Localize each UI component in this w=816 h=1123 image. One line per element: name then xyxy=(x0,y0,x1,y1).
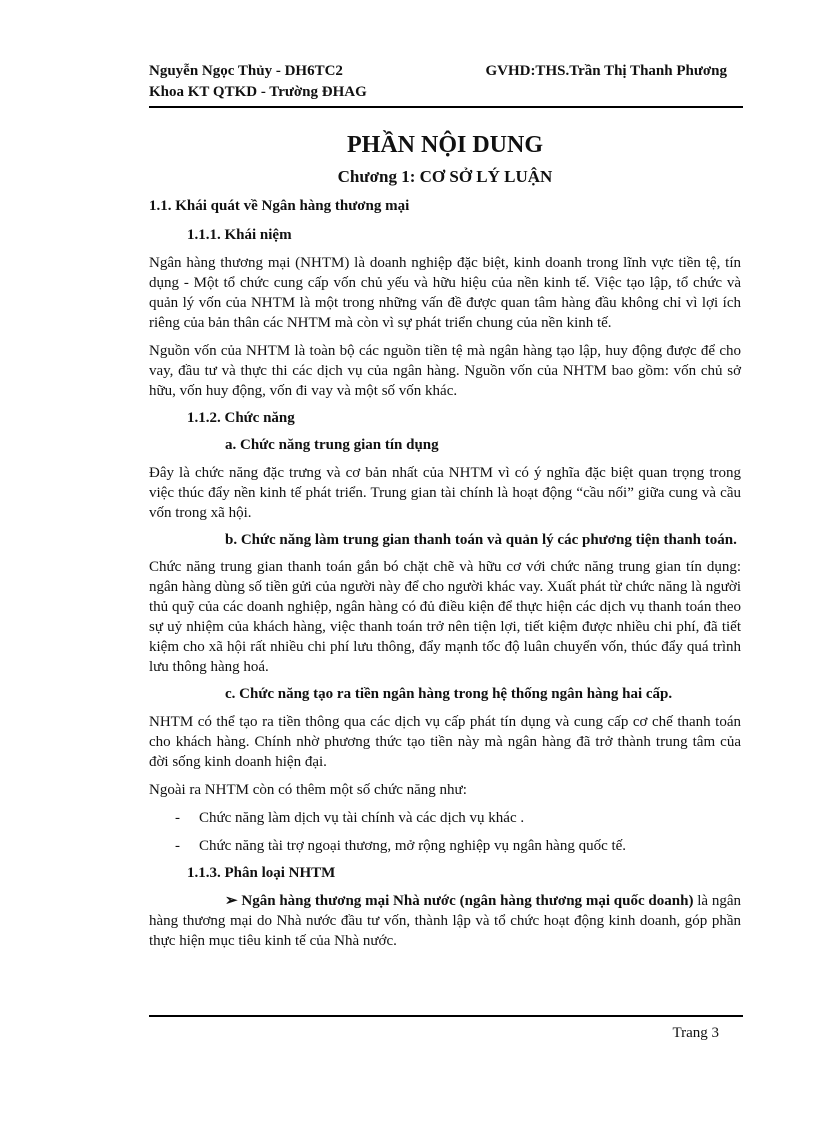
function-c-heading: c. Chức năng tạo ra tiền ngân hàng trong hệ thống ngân hàng hai cấp. xyxy=(225,686,673,702)
dash-bullet-icon: - xyxy=(175,838,180,854)
state-bank-lead: Ngân hàng thương mại Nhà nước (ngân hàng thương mại quốc doanh) xyxy=(241,893,694,909)
list-item xyxy=(175,808,741,828)
list-item-text: Chức năng làm dịch vụ tài chính và các dịch vụ khác . xyxy=(199,810,525,826)
section-1-1-1-heading: 1.1.1. Khái niệm xyxy=(187,227,292,243)
other-functions-intro: Ngoài ra NHTM còn có thêm một số chức năng như: xyxy=(149,782,467,798)
list-item-text: Chức năng tài trợ ngoại thương, mở rộng nghiệp vụ ngân hàng quốc tế. xyxy=(199,838,627,854)
paragraph: Nguồn vốn của NHTM là toàn bộ các nguồn tiền tệ mà ngân hàng tạo lập, huy động được để cho vay, đầu tư và thực thi các dịch vụ của ngân hàng. Nguồn vốn của NHTM bao gồm: vốn chủ sở hữu, vốn huy động, vốn đi vay và một số vốn khác. xyxy=(149,343,741,399)
arrow-bullet-icon: ➢ xyxy=(225,893,238,909)
page-header xyxy=(149,61,743,108)
page-footer xyxy=(149,1015,743,1041)
state-bank-text: là ngân hàng thương mại do Nhà nước đầu tư vốn, thành lập và tổ chức hoạt động kinh doanh, góp phần thực hiện mục tiêu kinh tế của Nhà nước. xyxy=(149,893,742,949)
function-a-heading: a. Chức năng trung gian tín dụng xyxy=(225,437,439,453)
section-1-1-2-heading: 1.1.2. Chức năng xyxy=(187,410,295,426)
paragraph: Chức năng trung gian thanh toán gắn bó chặt chẽ và hữu cơ với chức năng trung gian tín dụng: ngân hàng dùng số tiền gửi của người này để cho người khác vay. Xuất phát từ chức năng là người thủ quỹ của các doanh nghiệp, ngân hàng có đủ điều kiện để thực hiện các dịch vụ thanh toán theo sự uỷ nhiệm của khách hàng, việc thanh toán trở nên tiện lợi, tiết kiệm được nhiều chi phí, đã tiết kiệm cho xã hội rất nhiều chi phí lưu thông, đẩy mạnh tốc độ luân chuyển vốn, thúc đẩy quá trình lưu thông hàng hoá. xyxy=(149,559,741,675)
page-title: PHẦN NỘI DUNG xyxy=(347,132,543,158)
header-row xyxy=(149,61,743,82)
header-faculty: Khoa KT QTKD - Trường ĐHAG xyxy=(149,84,367,100)
header-author: Nguyễn Ngọc Thủy - DH6TC2 xyxy=(149,63,343,79)
page-number: Trang 3 xyxy=(672,1025,719,1041)
paragraph: Ngân hàng thương mại (NHTM) là doanh nghiệp đặc biệt, kinh doanh trong lĩnh vực tiền tệ, tín dụng - Một tổ chức cung cấp vốn chủ yếu và hữu hiệu của nền kinh tế. Việc tạo lập, tổ chức và quản lý vốn của NHTM là một trong những vấn đề được quan tâm hàng đầu không chỉ vì lợi ích riêng của bản thân các NHTM mà còn vì sự phát triển chung của nền kinh tế. xyxy=(149,255,741,331)
dash-bullet-icon: - xyxy=(175,810,180,826)
list-item xyxy=(175,836,741,856)
header-advisor: GVHD:THS.Trần Thị Thanh Phương xyxy=(485,63,727,79)
chapter-title: Chương 1: CƠ SỞ LÝ LUẬN xyxy=(337,167,553,186)
state-bank-paragraph xyxy=(149,891,741,951)
section-1-1-3-heading: 1.1.3. Phân loại NHTM xyxy=(187,865,336,881)
paragraph: NHTM có thể tạo ra tiền thông qua các dịch vụ cấp phát tín dụng và cung cấp cơ chế thanh toán cho khách hàng. Chính nhờ phương thức tạo tiền này mà ngân hàng đã trở thành trung tâm của đời sống kinh doanh hiện đại. xyxy=(149,714,741,770)
paragraph: Đây là chức năng đặc trưng và cơ bản nhất của NHTM vì có ý nghĩa đặc biệt quan trọng trong việc thúc đẩy nền kinh tế phát triển. Trung gian tài chính là hoạt động “cầu nối” giữa cung và cầu vốn trong xã hội. xyxy=(149,465,741,521)
function-b-heading: b. Chức năng làm trung gian thanh toán và quản lý các phương tiện thanh toán. xyxy=(225,532,737,548)
page-content xyxy=(149,125,741,951)
section-1-1-heading: 1.1. Khái quát về Ngân hàng thương mại xyxy=(149,198,410,214)
